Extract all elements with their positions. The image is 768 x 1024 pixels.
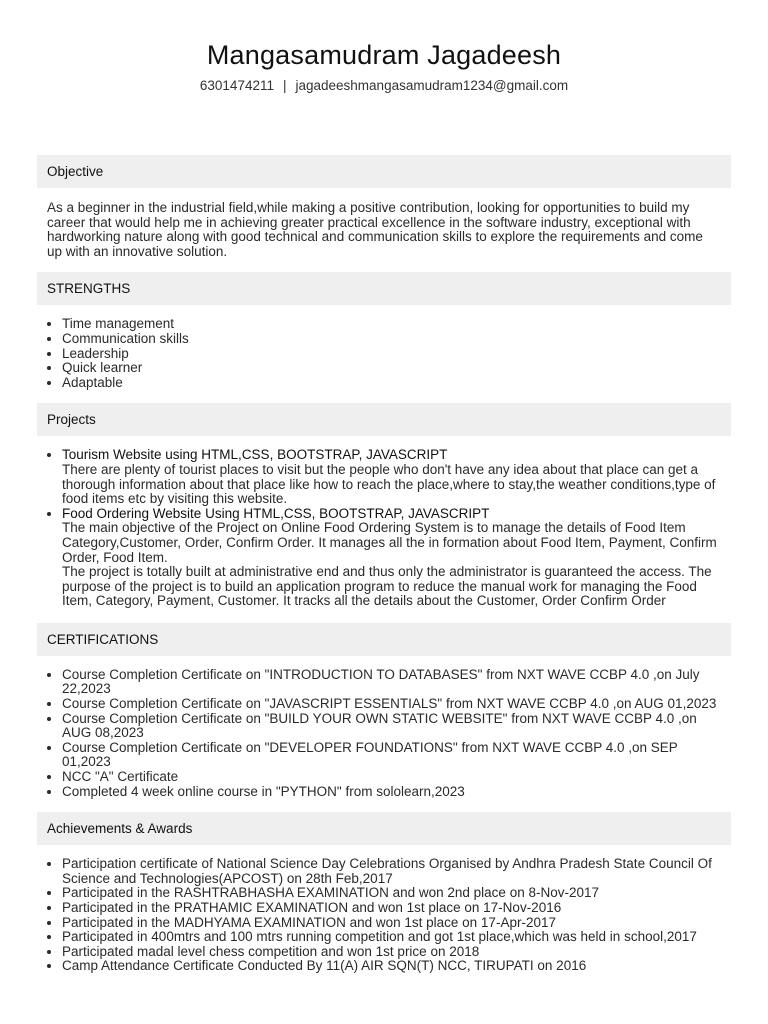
objective-section xyxy=(37,155,731,272)
list-item: • Course Completion Certificate on "BUILD YOUR OWN STATIC WEBSITE" from NXT WAVE CCBP 4.0 ,on AUG 08,2023 xyxy=(62,712,721,741)
list-item: • Participated madal level chess competition and won 1st price on 2018 xyxy=(62,945,721,960)
list-item: • Time management xyxy=(62,317,721,332)
strengths-list xyxy=(47,317,721,390)
section-heading-achievements: Achievements & Awards xyxy=(37,812,731,845)
project-description: The project is totally built at administrative end and thus only the administrator is guaranteed the access. The purpose of the project is to build an application program to reduce the manual work for managing the Food Item, Category, Payment, Customer. It tracks all the details about the Customer, Order Confirm Order xyxy=(62,564,712,609)
project-title: • Food Ordering Website Using HTML,CSS, BOOTSTRAP, JAVASCRIPT xyxy=(62,505,490,521)
list-item: • Course Completion Certificate on "JAVASCRIPT ESSENTIALS" from NXT WAVE CCBP 4.0 ,on AUG 01,2023 xyxy=(62,697,721,712)
resume-content xyxy=(37,155,731,984)
list-item: • Quick learner xyxy=(62,361,721,376)
projects-list xyxy=(47,448,721,609)
list-item: • Completed 4 week online course in "PYTHON" from sololearn,2023 xyxy=(62,785,721,800)
section-heading-objective: Objective xyxy=(37,155,731,188)
section-heading-certifications: CERTIFICATIONS xyxy=(37,623,731,656)
section-heading-strengths: STRENGTHS xyxy=(37,272,731,305)
list-item: • Leadership xyxy=(62,347,721,362)
strengths-section xyxy=(37,272,731,403)
list-item: • Course Completion Certificate on "INTRODUCTION TO DATABASES" from NXT WAVE CCBP 4.0 ,on July 22,2023 xyxy=(62,668,721,697)
project-item xyxy=(62,507,721,609)
project-title: • Tourism Website using HTML,CSS, BOOTSTRAP, JAVASCRIPT xyxy=(62,447,448,463)
project-item xyxy=(62,448,721,506)
candidate-name: Mangasamudram Jagadeesh xyxy=(206,40,562,70)
list-item: • Participated in the PRATHAMIC EXAMINATION and won 1st place on 17-Nov-2016 xyxy=(62,901,721,916)
achievements-section xyxy=(37,812,731,984)
phone-number: 6301474211 xyxy=(199,78,274,93)
projects-section xyxy=(37,403,731,623)
list-item: • NCC "A" Certificate xyxy=(62,770,721,785)
list-item: • Camp Attendance Certificate Conducted By 11(A) AIR SQN(T) NCC, TIRUPATI on 2016 xyxy=(62,959,721,974)
achievements-list xyxy=(47,857,721,974)
project-description: There are plenty of tourist places to visit but the people who don't have any idea about that place can get a thorough information about that place like how to reach the place,where to stay,the weather conditions,type of food items etc by visiting this website. xyxy=(62,461,716,507)
objective-text: As a beginner in the industrial field,while making a positive contribution, looking for opportunities to build my career that would help me in achieving greater practical excellence in the software industry, exceptional with hardworking nature along with good technical and communication skills to explore the requirements and come up with an innovative solution. xyxy=(47,200,703,259)
list-item: • Participated in 400mtrs and 100 mtrs running competition and got 1st place,which was held in school,2017 xyxy=(62,930,721,945)
list-item: • Adaptable xyxy=(62,376,721,391)
contact-line xyxy=(0,78,768,94)
certifications-list xyxy=(47,668,721,799)
project-description: The main objective of the Project on Online Food Ordering System is to manage the details of Food Item Category,Customer, Order, Confirm Order. It manages all the in formation about Food Item, Payment, Confirm Order, Food Item. xyxy=(62,520,717,565)
list-item: • Participated in the RASHTRABHASHA EXAMINATION and won 2nd place on 8-Nov-2017 xyxy=(62,886,721,901)
email-address: jagadeeshmangasamudram1234@gmail.com xyxy=(295,78,569,93)
list-item: • Communication skills xyxy=(62,332,721,347)
contact-separator: | xyxy=(282,78,287,93)
list-item: • Course Completion Certificate on "DEVELOPER FOUNDATIONS" from NXT WAVE CCBP 4.0 ,on SEP 01,2023 xyxy=(62,741,721,770)
list-item: • Participation certificate of National Science Day Celebrations Organised by Andhra Pradesh State Council Of Science and Technologies(APCOST) on 28th Feb,2017 xyxy=(62,857,721,886)
certifications-section xyxy=(37,623,731,812)
resume-header xyxy=(0,0,768,94)
section-heading-projects: Projects xyxy=(37,403,731,436)
list-item: • Participated in the MADHYAMA EXAMINATION and won 1st place on 17-Apr-2017 xyxy=(62,916,721,931)
